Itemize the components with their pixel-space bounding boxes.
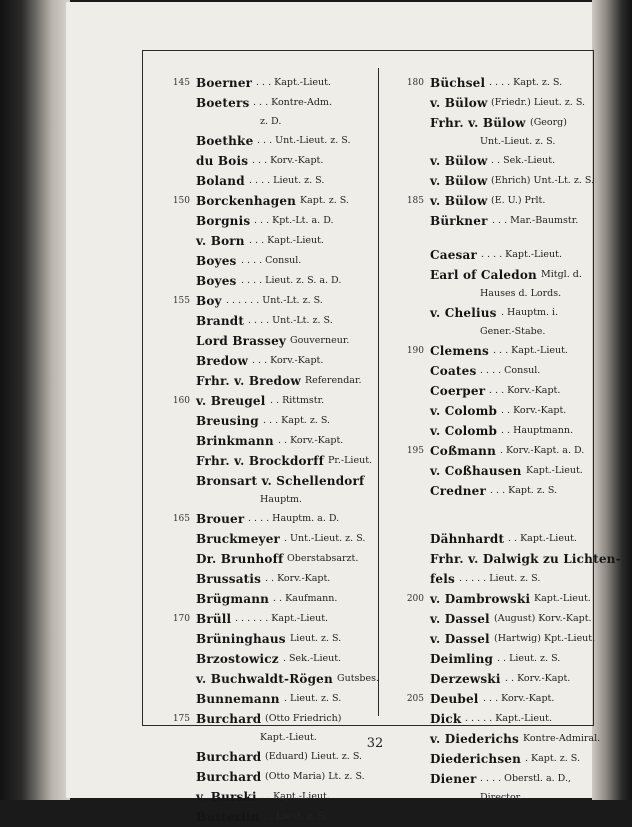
book-binding-right xyxy=(592,0,632,800)
entry-detail-continued: Gener.-Stabe. xyxy=(480,326,546,337)
entry-detail: . . . . . Kapt.-Lieut. xyxy=(465,713,553,724)
name-entry xyxy=(150,411,372,431)
entry-name: v. Dambrowski xyxy=(430,592,531,606)
entry-name: Frhr. v. Dalwigk zu Lichten- xyxy=(430,552,621,566)
name-entry xyxy=(150,351,372,371)
name-entry xyxy=(384,629,596,649)
entry-name: v. Bülow xyxy=(430,174,488,188)
name-entry xyxy=(150,569,372,589)
entry-number: 175 xyxy=(172,714,190,724)
entry-detail: . Lieut. z. S. xyxy=(284,693,342,704)
name-entry xyxy=(384,381,589,401)
entry-detail: . . Korv.-Kapt. xyxy=(278,435,344,446)
name-entry xyxy=(150,689,372,709)
entry-detail: . Unt.-Lieut. z. S. xyxy=(284,533,366,544)
name-entry xyxy=(384,401,589,421)
name-entry xyxy=(384,303,589,323)
name-entry xyxy=(384,589,589,609)
name-entry xyxy=(150,371,372,391)
entry-name: Bunnemann xyxy=(196,692,280,706)
entry-name: Frhr. v. Bülow xyxy=(430,116,526,130)
entry-number: 150 xyxy=(172,196,190,206)
entry-name: Deimling xyxy=(430,652,494,666)
entry-detail: . . . . Lieut. z. S. a. D. xyxy=(241,275,342,286)
entry-detail-continued: Kapt.-Lieut. xyxy=(260,732,317,743)
entry-name: Boyes xyxy=(196,254,237,268)
entry-name: Derzewski xyxy=(430,672,501,686)
entry-name: Coßmann xyxy=(430,444,496,458)
name-entry xyxy=(384,441,589,461)
entry-detail: . . . . Lieut. z. S. xyxy=(249,175,325,186)
entry-name: Frhr. v. Bredow xyxy=(196,374,301,388)
book-binding-left xyxy=(0,0,70,800)
entry-name: Earl of Caledon xyxy=(430,268,537,282)
entry-detail-continued: Hauses d. Lords. xyxy=(480,288,562,299)
entry-detail: . . Korv.-Kapt. xyxy=(505,673,571,684)
section-gap xyxy=(384,231,589,245)
name-entry xyxy=(384,341,589,361)
entry-number: 190 xyxy=(406,346,424,356)
entry-detail: . . . Unt.-Lieut. z. S. xyxy=(257,135,351,146)
entry-name: Boethke xyxy=(196,134,254,148)
entry-name: Diederichsen xyxy=(430,752,522,766)
entry-name: Dr. Brunhoff xyxy=(196,552,284,566)
entry-name: v. Buchwaldt-Rögen xyxy=(196,672,333,686)
name-entry xyxy=(384,171,595,191)
entry-detail: . . . Korv.-Kapt. xyxy=(252,155,324,166)
entry-detail: Kapt. z. S. xyxy=(300,195,349,206)
entry-detail: . . . . Kapt. z. S. xyxy=(489,77,563,88)
entry-detail: . . Kapt.-Lieut. xyxy=(508,533,577,544)
name-entry xyxy=(150,609,372,629)
name-entry xyxy=(384,749,589,769)
entry-detail-continued: Director. xyxy=(480,792,523,803)
entry-name: Frhr. v. Brockdorff xyxy=(196,454,324,468)
name-entry xyxy=(150,787,372,807)
entry-name: Brandt xyxy=(196,314,245,328)
entry-detail: Kapt.-Lieut. xyxy=(526,465,583,476)
entry-name: Brüninghaus xyxy=(196,632,286,646)
name-entry xyxy=(150,211,372,231)
name-entry xyxy=(384,113,589,133)
entry-detail: . . . Kapt. z. S. xyxy=(263,415,331,426)
entry-detail: . . . Kontre-Adm. xyxy=(253,97,332,108)
entry-name: v. Bülow xyxy=(430,154,488,168)
name-entry xyxy=(150,171,372,191)
entry-detail: . . . . Kapt.-Lieut. xyxy=(481,249,562,260)
entry-detail: Mitgl. d. xyxy=(541,269,582,280)
entry-name: v. Breugel xyxy=(196,394,266,408)
entry-detail: . . . . Unt.-Lt. z. S. xyxy=(248,315,333,326)
name-entry xyxy=(384,73,589,93)
entry-detail: . . Rittmstr. xyxy=(270,395,325,406)
entry-name: v. Chelius xyxy=(430,306,497,320)
entry-detail: (Friedr.) Lieut. z. S. xyxy=(491,97,586,108)
entry-detail: (Eduard) Lieut. z. S. xyxy=(265,751,363,762)
entry-continuation xyxy=(150,729,372,747)
entry-name: Breusing xyxy=(196,414,259,428)
entry-continuation xyxy=(384,323,589,341)
name-entry xyxy=(150,529,372,549)
name-entry xyxy=(384,669,589,689)
name-entry xyxy=(384,649,589,669)
name-entry xyxy=(150,747,372,767)
entry-detail: . Sek.-Lieut. xyxy=(283,653,342,664)
name-entry xyxy=(384,569,589,589)
entry-name: v. Burski xyxy=(196,790,257,804)
entry-name: Boeters xyxy=(196,96,250,110)
entry-name: Butterlin xyxy=(196,810,260,824)
entry-detail: . . . . Oberstl. a. D., xyxy=(480,773,571,784)
section-gap xyxy=(384,501,589,515)
name-entry xyxy=(384,245,589,265)
name-entry xyxy=(384,361,589,381)
entry-number: 185 xyxy=(406,196,424,206)
entry-name: Bronsart v. Schellendorf xyxy=(196,474,365,488)
entry-name: v. Diederichs xyxy=(430,732,520,746)
entry-detail: . . Korv.-Kapt. xyxy=(501,405,567,416)
name-entry xyxy=(150,311,372,331)
entry-detail: Gutsbes. xyxy=(337,673,379,684)
entry-detail: . . . Korv.-Kapt. xyxy=(489,385,561,396)
entry-detail: . . Korv.-Kapt. xyxy=(265,573,331,584)
entry-detail: . . . Kapt.-Lieut. xyxy=(249,235,324,246)
entry-name: v. Colomb xyxy=(430,424,498,438)
entry-name: Brussatis xyxy=(196,572,262,586)
entry-name: Borgnis xyxy=(196,214,251,228)
name-entry xyxy=(384,709,589,729)
name-entry xyxy=(150,767,372,787)
name-entry xyxy=(150,509,372,529)
entry-detail: . Kapt. z. S. xyxy=(525,753,580,764)
entry-detail: Kontre-Admiral. xyxy=(523,733,601,744)
entry-detail-continued: z. D. xyxy=(260,116,282,127)
column-divider xyxy=(378,68,379,716)
name-entry xyxy=(150,451,372,471)
entry-name: Büchsel xyxy=(430,76,486,90)
entry-detail: . . . Kapt.-Lieut. xyxy=(493,345,568,356)
entry-detail: . . . Korv.-Kapt. xyxy=(483,693,555,704)
entry-number: 170 xyxy=(172,614,190,624)
entry-detail: . . Hauptmann. xyxy=(501,425,573,436)
entry-name: Brinkmann xyxy=(196,434,274,448)
entry-detail: . . . Mar.-Baumstr. xyxy=(492,215,579,226)
name-entry xyxy=(384,461,589,481)
entry-name: du Bois xyxy=(196,154,249,168)
entry-detail: Oberstabsarzt. xyxy=(287,553,359,564)
name-entry xyxy=(150,291,372,311)
entry-number: 195 xyxy=(406,446,424,456)
name-entry xyxy=(150,807,372,827)
entry-detail: (Ehrich) Unt.-Lt. z. S. xyxy=(491,175,595,186)
entry-name: Caesar xyxy=(430,248,478,262)
name-entry xyxy=(150,549,372,569)
entry-number: 145 xyxy=(172,78,190,88)
entry-continuation xyxy=(150,491,372,509)
name-entry xyxy=(384,769,589,789)
entry-detail: . . . . . . Kapt.-Lieut. xyxy=(235,613,329,624)
entry-detail: . Hauptm. i. xyxy=(501,307,559,318)
entry-number: 180 xyxy=(406,78,424,88)
name-entry xyxy=(150,231,372,251)
entry-detail-continued: Unt.-Lieut. z. S. xyxy=(480,136,556,147)
entry-detail: Lieut. z. S. xyxy=(290,633,342,644)
entry-detail: (Otto Maria) Lt. z. S. xyxy=(265,771,365,782)
entry-detail: . . Lieut. z. S. xyxy=(264,811,328,822)
entry-name: Boland xyxy=(196,174,245,188)
entry-name: Dähnhardt xyxy=(430,532,505,546)
entry-detail: (Otto Friedrich) xyxy=(265,713,342,724)
entry-name: Coates xyxy=(430,364,477,378)
entry-name: v. Dassel xyxy=(430,612,490,626)
section-gap xyxy=(384,515,589,529)
entry-detail: (Georg) xyxy=(530,117,567,128)
entry-name: Burchard xyxy=(196,712,262,726)
entry-continuation xyxy=(384,789,589,807)
entry-detail: . . . Kpt.-Lt. a. D. xyxy=(254,215,334,226)
name-entry xyxy=(150,649,372,669)
entry-name: v. Colomb xyxy=(430,404,498,418)
name-entry xyxy=(384,421,589,441)
entry-name: Burchard xyxy=(196,750,262,764)
entry-detail: (E. U.) Prlt. xyxy=(491,195,546,206)
name-entry xyxy=(384,211,589,231)
name-entry xyxy=(150,93,372,113)
entry-name: Brüll xyxy=(196,612,232,626)
entry-number: 200 xyxy=(406,594,424,604)
name-entry xyxy=(150,589,372,609)
name-entry xyxy=(150,331,372,351)
entry-detail-continued: Hauptm. xyxy=(260,494,302,505)
name-entry xyxy=(150,73,372,93)
entry-detail: Kapt.-Lieut. xyxy=(534,593,591,604)
entry-detail: . . Lieut. z. S. xyxy=(497,653,561,664)
entry-detail: . . Kaufmann. xyxy=(273,593,338,604)
entry-name: v. Bülow xyxy=(430,194,488,208)
name-entry xyxy=(150,251,372,271)
name-entry xyxy=(150,391,372,411)
name-entry xyxy=(150,131,372,151)
entry-detail: (August) Korv.-Kapt. xyxy=(494,613,592,624)
entry-detail: . Korv.-Kapt. a. D. xyxy=(500,445,585,456)
entry-number: 155 xyxy=(172,296,190,306)
entry-name: Deubel xyxy=(430,692,479,706)
entry-name: Brouer xyxy=(196,512,245,526)
name-entry xyxy=(150,271,372,291)
entry-name: Diener xyxy=(430,772,477,786)
entry-name: Bürkner xyxy=(430,214,488,228)
entry-detail: Pr.-Lieut. xyxy=(328,455,373,466)
name-entry xyxy=(384,265,589,285)
name-entry xyxy=(150,629,372,649)
entry-name: Lord Brassey xyxy=(196,334,287,348)
entry-number: 165 xyxy=(172,514,190,524)
entry-detail: . . Sek.-Lieut. xyxy=(491,155,556,166)
entry-name: v. Coßhausen xyxy=(430,464,522,478)
entry-name: Brzostowicz xyxy=(196,652,279,666)
entry-detail: . . . . Consul. xyxy=(480,365,541,376)
entry-detail: . . . Korv.-Kapt. xyxy=(252,355,324,366)
entry-detail: . . . Kapt. z. S. xyxy=(490,485,558,496)
entry-detail: Gouverneur. xyxy=(290,335,350,346)
entry-number: 160 xyxy=(172,396,190,406)
entry-detail: . . . Kapt.-Lieut. xyxy=(256,77,331,88)
entry-name: Bruckmeyer xyxy=(196,532,281,546)
name-entry xyxy=(384,689,589,709)
entry-name: Credner xyxy=(430,484,486,498)
entry-name: v. Bülow xyxy=(430,96,488,110)
entry-detail: . . . . Hauptm. a. D. xyxy=(248,513,340,524)
entry-name: v. Born xyxy=(196,234,245,248)
name-entry xyxy=(384,481,589,501)
entry-name: Boyes xyxy=(196,274,237,288)
entry-name: Burchard xyxy=(196,770,262,784)
entry-continuation xyxy=(150,113,372,131)
name-entry xyxy=(384,729,601,749)
entry-name: fels xyxy=(430,572,455,586)
entry-name: Boerner xyxy=(196,76,253,90)
entry-name: Borckenhagen xyxy=(196,194,297,208)
entry-detail: . . . . . Lieut. z. S. xyxy=(459,573,541,584)
right-column xyxy=(384,73,621,807)
entry-name: Brügmann xyxy=(196,592,270,606)
entry-detail: Referendar. xyxy=(305,375,362,386)
name-entry xyxy=(384,93,589,113)
entry-name: Dick xyxy=(430,712,462,726)
entry-detail: . . Kapt.-Lieut. xyxy=(261,791,330,802)
entry-name: Clemens xyxy=(430,344,489,358)
name-entry xyxy=(384,549,621,569)
entry-name: v. Dassel xyxy=(430,632,490,646)
name-entry xyxy=(150,709,372,729)
name-entry xyxy=(150,471,372,491)
name-entry xyxy=(150,669,379,689)
entry-name: Coerper xyxy=(430,384,486,398)
entry-detail: (Hartwig) Kpt.-Lieut. xyxy=(494,633,596,644)
page-number: 32 xyxy=(366,736,384,751)
entry-name: Boy xyxy=(196,294,222,308)
entry-continuation xyxy=(384,133,589,151)
name-entry xyxy=(384,609,592,629)
entry-name: Bredow xyxy=(196,354,249,368)
name-entry xyxy=(384,191,589,211)
name-entry xyxy=(150,191,372,211)
entry-detail: . . . . . . Unt.-Lt. z. S. xyxy=(226,295,323,306)
entry-detail: . . . . Consul. xyxy=(241,255,302,266)
name-entry xyxy=(150,151,372,171)
name-entry xyxy=(384,151,589,171)
name-entry xyxy=(384,529,589,549)
entry-continuation xyxy=(384,285,589,303)
entry-number: 205 xyxy=(406,694,424,704)
name-entry xyxy=(150,431,372,451)
